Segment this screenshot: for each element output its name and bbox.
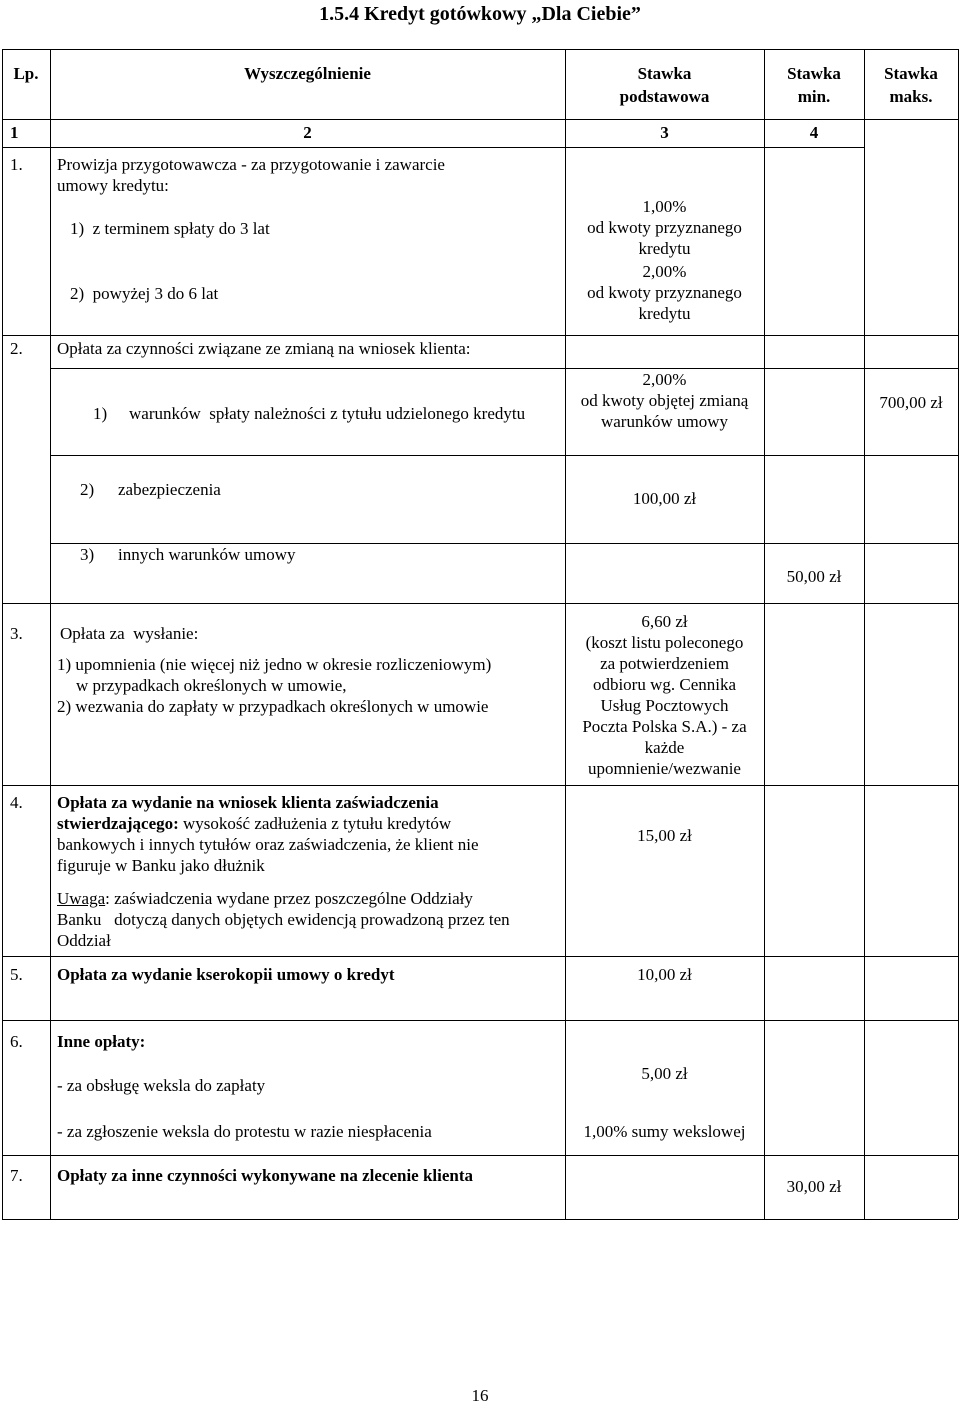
rate-value: 10,00 zł	[637, 965, 692, 984]
rate-value: upomnienie/wezwanie	[588, 759, 741, 778]
copy-fee-title: Opłata za wydanie kserokopii umowy o kredyt	[57, 965, 395, 984]
header-max-rate-1: Stawka	[884, 64, 938, 83]
item-number: 2)	[80, 480, 95, 499]
row-number: 4.	[10, 793, 23, 812]
row-number: 3.	[10, 624, 23, 643]
other-fees-title: Inne opłaty:	[57, 1032, 146, 1051]
rate-value: od kwoty objętej zmianą	[580, 391, 749, 410]
row-number: 7.	[10, 1166, 23, 1185]
certificate-fee-text: wysokość zadłużenia z tytułu kredytów	[178, 814, 452, 833]
rate-value: kredytu	[638, 304, 691, 323]
certificate-fee-line	[57, 813, 451, 834]
col-number: 4	[809, 123, 819, 142]
dispatch-fee-line: w przypadkach określonych w umowie,	[76, 676, 347, 695]
rate-value: 100,00 zł	[632, 489, 697, 508]
commission-item: 2) powyżej 3 do 6 lat	[70, 284, 219, 303]
rate-value: 5,00 zł	[641, 1064, 688, 1083]
row-number: 2.	[10, 339, 23, 358]
header-basic-rate-1: Stawka	[637, 64, 692, 83]
certificate-note-line: Banku dotyczą danych objętych ewidencją prowadzoną przez ten	[57, 910, 510, 929]
min-rate-value: 30,00 zł	[786, 1177, 842, 1196]
row-number: 6.	[10, 1032, 23, 1051]
header-min-rate-1: Stawka	[787, 64, 841, 83]
dispatch-fee-title: Opłata za wysłanie:	[60, 624, 199, 643]
certificate-fee-line: Opłata za wydanie na wniosek klienta zaświadczenia	[57, 793, 439, 812]
header-min-rate-2: min.	[797, 87, 831, 106]
rate-value: 15,00 zł	[637, 826, 692, 845]
other-fee-item: - za obsługę weksla do zapłaty	[57, 1076, 266, 1095]
commission-title: umowy kredytu:	[57, 176, 169, 195]
rate-value: 6,60 zł	[641, 612, 688, 631]
max-rate-value: 700,00 zł	[879, 393, 943, 412]
rate-value: 1,00%	[642, 197, 687, 216]
rate-value: Usług Pocztowych	[600, 696, 729, 715]
header-lp: Lp.	[13, 64, 39, 83]
rate-value: za potwierdzeniem	[600, 654, 729, 673]
col-number: 3	[660, 123, 669, 142]
item-number: 3)	[80, 545, 95, 564]
note-text: : zaświadczenia wydane przez poszczególne Oddziały	[105, 889, 473, 908]
rate-value: (koszt listu poleconego	[585, 633, 744, 652]
dispatch-fee-line: 2) wezwania do zapłaty w przypadkach określonych w umowie	[57, 697, 489, 716]
header-specification: Wyszczególnienie	[244, 64, 371, 83]
page-number: 16	[471, 1386, 489, 1405]
rate-value: każde	[644, 738, 685, 757]
change-fee-title: Opłata za czynności związane ze zmianą na wniosek klienta:	[57, 339, 471, 358]
header-max-rate-2: maks.	[889, 87, 933, 106]
rate-value: 2,00%	[642, 370, 687, 389]
rate-value: Poczta Polska S.A.) - za	[582, 717, 747, 736]
commission-item: 1) z terminem spłaty do 3 lat	[70, 219, 270, 238]
change-fee-item: innych warunków umowy	[118, 545, 296, 564]
rate-value: od kwoty przyznanego	[587, 218, 742, 237]
certificate-note-line: Oddział	[57, 931, 111, 950]
custom-services-title: Opłaty za inne czynności wykonywane na zlecenie klienta	[57, 1166, 474, 1185]
rate-value: 2,00%	[642, 262, 687, 281]
rate-value: od kwoty przyznanego	[587, 283, 742, 302]
rate-value: warunków umowy	[600, 412, 728, 431]
rate-value: odbioru wg. Cennika	[592, 675, 737, 694]
certificate-fee-line: bankowych i innych tytułów oraz zaświadczenia, że klient nie	[57, 835, 479, 854]
min-rate-value: 50,00 zł	[786, 567, 842, 586]
certificate-note	[57, 888, 473, 909]
col-number: 1	[10, 123, 19, 142]
rate-value: 1,00% sumy wekslowej	[583, 1122, 746, 1141]
change-fee-item: warunków spłaty należności z tytułu udzielonego kredytu	[129, 404, 526, 423]
rate-value: kredytu	[638, 239, 691, 258]
row-number: 5.	[10, 965, 23, 984]
certificate-fee-line: figuruje w Banku jako dłużnik	[57, 856, 265, 875]
certificate-fee-bold: stwierdzającego:	[57, 814, 179, 833]
note-label: Uwaga	[57, 889, 106, 908]
dispatch-fee-line: 1) upomnienia (nie więcej niż jedno w okresie rozliczeniowym)	[57, 655, 492, 674]
item-number: 1)	[93, 404, 108, 423]
col-number: 2	[303, 123, 312, 142]
change-fee-item: zabezpieczenia	[118, 480, 221, 499]
row-number: 1.	[10, 155, 23, 174]
header-basic-rate-2: podstawowa	[619, 87, 710, 106]
other-fee-item: - za zgłoszenie weksla do protestu w razie niespłacenia	[57, 1122, 432, 1141]
commission-title: Prowizja przygotowawcza - za przygotowanie i zawarcie	[57, 155, 445, 174]
page-title: 1.5.4 Kredyt gotówkowy „Dla Ciebie”	[319, 3, 641, 25]
